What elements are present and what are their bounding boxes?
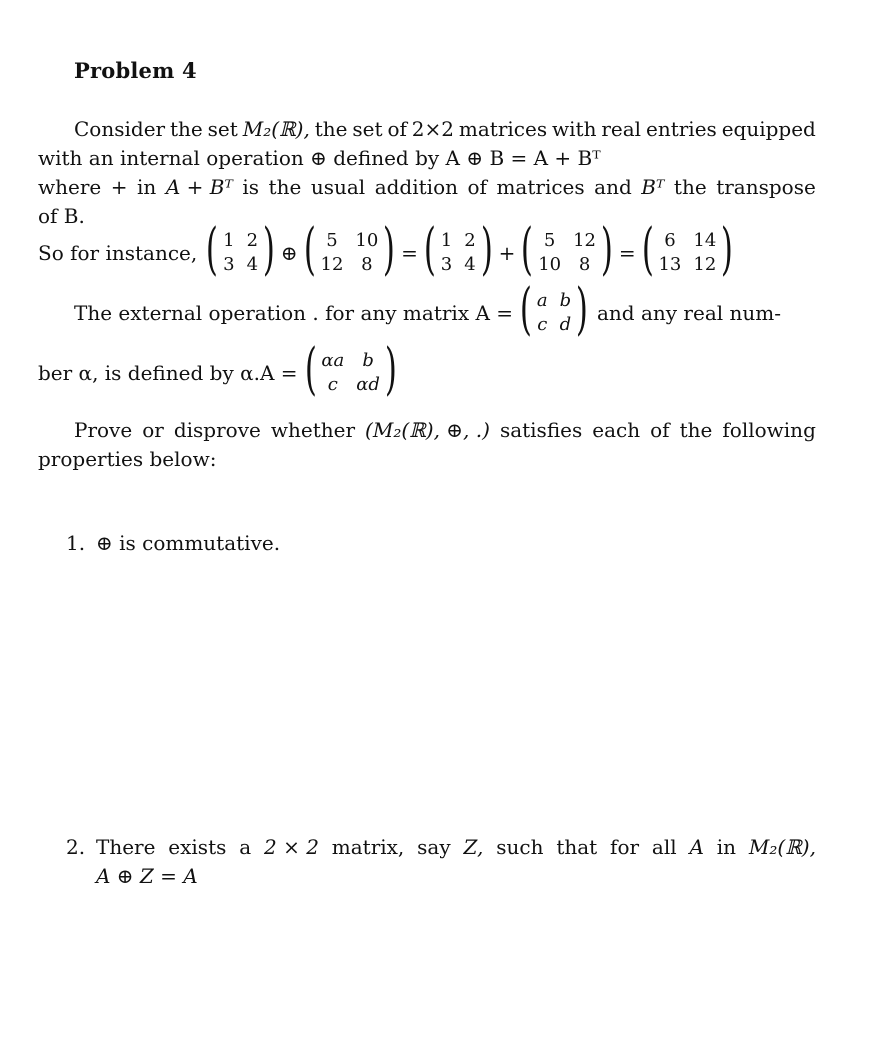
matrix-entry: 10: [538, 254, 562, 275]
word: the: [268, 175, 302, 199]
matrix-5: [637, 217, 739, 282]
external-line-2: [38, 337, 402, 403]
matrix-entry: a: [536, 290, 548, 311]
example-line: [38, 217, 738, 283]
item-2-line-2: A ⊕ Z = A: [96, 864, 198, 888]
left-paren: (: [519, 277, 532, 342]
matrix-alpha-a-entries: [321, 350, 380, 396]
word: exists: [168, 835, 227, 859]
matrix-a-entries: [537, 290, 571, 336]
matrix-entry: d: [559, 314, 572, 335]
right-paren: ): [383, 217, 396, 282]
intro-line-4: of B.: [38, 204, 85, 228]
right-paren: ): [262, 217, 275, 282]
word: whether: [270, 418, 356, 442]
word: satisfies: [499, 418, 583, 442]
word: such: [496, 835, 544, 859]
matrix-entry: 2: [464, 230, 476, 251]
math-expr: Z,: [463, 835, 484, 859]
matrix-entry: 8: [578, 254, 591, 275]
math-set: M₂(ℝ),: [748, 835, 816, 859]
word: the: [673, 175, 707, 199]
matrix-entry: 12: [693, 254, 717, 275]
right-paren: ): [600, 217, 613, 282]
oplus-symbol: ⊕: [280, 241, 298, 265]
right-paren: ): [480, 217, 493, 282]
word: Consider: [74, 117, 166, 141]
external-line-1: [74, 277, 781, 343]
matrix-1: [201, 217, 280, 282]
matrix-2-entries: [321, 230, 379, 276]
word: the: [170, 117, 203, 141]
word: set: [352, 117, 383, 141]
math-structure: (M₂(ℝ), ⊕, .): [365, 418, 490, 442]
matrix-entry: 5: [543, 230, 556, 251]
matrix-entry: 3: [223, 254, 235, 275]
intro-line-2: with an internal operation ⊕ defined by A ⊕ B = A + Bᵀ: [38, 146, 601, 170]
left-paren: (: [304, 337, 317, 402]
word: each: [592, 418, 641, 442]
matrix-alpha-a: [300, 337, 402, 402]
word: in: [137, 175, 157, 199]
item-2-line-1: [96, 835, 816, 859]
word: the: [679, 418, 713, 442]
word: a: [239, 835, 252, 859]
math-expr: Bᵀ: [641, 175, 665, 199]
external-prefix: The external operation . for any matrix A =: [74, 301, 514, 325]
matrix-3-entries: [441, 230, 476, 276]
word: the: [314, 117, 348, 141]
right-paren: ): [721, 217, 734, 282]
external-definition-prefix: ber α, is defined by α.A =: [38, 361, 298, 385]
word: in: [716, 835, 737, 859]
matrix-entry: 8: [361, 254, 373, 275]
word: of: [650, 418, 670, 442]
left-paren: (: [423, 217, 436, 282]
math-expr: A + Bᵀ: [165, 175, 233, 199]
matrix-a: [515, 277, 593, 342]
plus-symbol: +: [498, 241, 516, 265]
matrix-2: [299, 217, 401, 282]
external-suffix: and any real num-: [597, 301, 781, 325]
left-paren: (: [521, 217, 534, 282]
word: set: [207, 117, 238, 141]
word: matrices: [496, 175, 585, 199]
matrix-4: [516, 217, 618, 282]
word: addition: [374, 175, 458, 199]
matrix-entry: 14: [693, 230, 717, 251]
matrix-3: [419, 217, 498, 282]
word: of: [387, 117, 407, 141]
matrix-entry: 1: [440, 230, 453, 251]
matrix-1-entries: [223, 230, 258, 276]
right-paren: ): [384, 337, 397, 402]
word: or: [142, 418, 164, 442]
right-paren: ): [576, 277, 589, 342]
matrix-entry: 1: [223, 230, 235, 251]
math-set: M₂(ℝ),: [242, 117, 310, 141]
matrix-entry: c: [537, 314, 548, 335]
word: There: [96, 835, 156, 859]
word: entries: [645, 117, 717, 141]
matrix-entry: 3: [440, 254, 453, 275]
word: 2×2: [411, 117, 455, 141]
word: say: [417, 835, 451, 859]
word: matrix,: [331, 835, 405, 859]
matrix-entry: c: [327, 374, 338, 395]
equals-symbol: =: [618, 241, 636, 265]
matrix-entry: 5: [326, 230, 338, 251]
matrix-entry: 4: [464, 254, 476, 275]
prove-line-2: properties below:: [38, 447, 217, 471]
matrix-4-entries: [538, 230, 596, 276]
matrix-entry: 13: [658, 254, 682, 275]
matrix-entry: 10: [355, 230, 379, 251]
item-1-text: ⊕ is commutative.: [96, 531, 281, 555]
left-paren: (: [206, 217, 219, 282]
left-paren: (: [303, 217, 316, 282]
matrix-entry: αd: [356, 374, 380, 395]
matrix-entry: αa: [321, 350, 345, 371]
example-prefix: So for instance,: [38, 241, 198, 265]
item-2-number: 2.: [66, 835, 86, 859]
word: is: [242, 175, 260, 199]
matrix-entry: 4: [246, 254, 259, 275]
matrix-entry: 2: [246, 230, 259, 251]
matrix-entry: 12: [573, 230, 596, 251]
matrix-entry: 6: [664, 230, 676, 251]
matrix-entry: b: [362, 350, 374, 371]
word: where: [38, 175, 102, 199]
word: that: [556, 835, 598, 859]
word: equipped: [721, 117, 816, 141]
word: real: [601, 117, 642, 141]
word: following: [722, 418, 816, 442]
item-1-number: 1.: [66, 531, 86, 555]
intro-line-3: [38, 175, 816, 199]
math-expr: A: [689, 835, 704, 859]
word: usual: [310, 175, 366, 199]
intro-line-1: [74, 117, 816, 141]
word: disprove: [173, 418, 261, 442]
word: of: [467, 175, 487, 199]
word: for: [610, 835, 640, 859]
equals-symbol: =: [401, 241, 418, 265]
matrix-5-entries: [658, 230, 716, 276]
word: all: [651, 835, 677, 859]
matrix-entry: b: [559, 290, 572, 311]
matrix-entry: 12: [320, 254, 344, 275]
word: with: [552, 117, 597, 141]
word: Prove: [74, 418, 133, 442]
word: matrices: [458, 117, 548, 141]
word: +: [110, 175, 128, 199]
left-paren: (: [641, 217, 654, 282]
problem-title: Problem 4: [74, 58, 197, 83]
math-expr: 2 × 2: [264, 835, 319, 859]
word: transpose: [716, 175, 816, 199]
prove-line-1: [74, 418, 816, 442]
word: and: [594, 175, 632, 199]
